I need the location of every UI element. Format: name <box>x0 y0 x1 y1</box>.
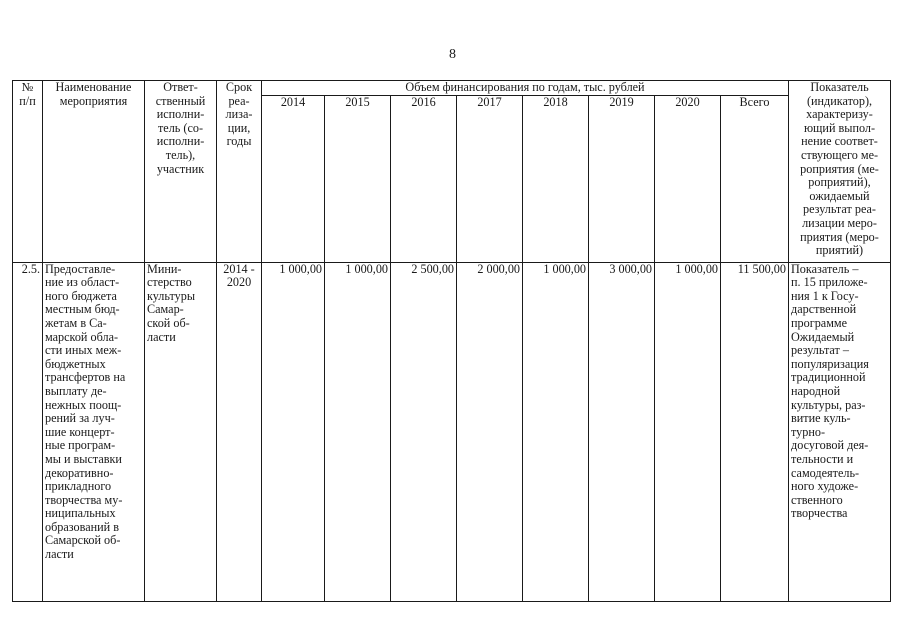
header-year: 2015 <box>325 95 391 262</box>
row-value-2014: 1 000,00 <box>262 262 325 601</box>
funding-table <box>12 80 891 602</box>
row-value-2020: 1 000,00 <box>655 262 721 601</box>
page-number: 8 <box>449 47 456 62</box>
header-term: Срок реа- лиза- ции, годы <box>217 81 262 263</box>
header-num: № п/п <box>13 81 43 263</box>
header-year: 2016 <box>391 95 457 262</box>
row-num: 2.5. <box>13 262 43 601</box>
table-header-row <box>13 81 891 96</box>
row-term: 2014 - 2020 <box>217 262 262 601</box>
header-name: Наименование мероприятия <box>43 81 145 263</box>
header-year: 2020 <box>655 95 721 262</box>
header-executor: Ответ- ственный исполни- тель (со- исполни- тель), участник <box>145 81 217 263</box>
header-total: Всего <box>721 95 789 262</box>
row-value-total: 11 500,00 <box>721 262 789 601</box>
row-value-2019: 3 000,00 <box>589 262 655 601</box>
table-row <box>13 262 891 601</box>
row-value-2015: 1 000,00 <box>325 262 391 601</box>
row-indicator: Показатель – п. 15 приложе- ния 1 к Госу- дарственной программе Ожидаемый результат – популяризация традиционной народной культуры, раз- витие куль- турно- досуговой дея- тельности и самодеятель- ного художе- ственного творчества <box>789 262 891 601</box>
row-value-2017: 2 000,00 <box>457 262 523 601</box>
row-executor: Мини- стерство культуры Самар- ской об- ласти <box>145 262 217 601</box>
row-value-2018: 1 000,00 <box>523 262 589 601</box>
header-year: 2017 <box>457 95 523 262</box>
header-year: 2018 <box>523 95 589 262</box>
row-value-2016: 2 500,00 <box>391 262 457 601</box>
header-funding: Объем финансирования по годам, тыс. рублей <box>262 81 789 96</box>
row-name: Предоставле- ние из област- ного бюджета местным бюд- жетам в Са- марской обла- сти иных меж- бюджетных трансфертов на выплату де- нежных поощ- рений за луч- шие концерт- ные програм- мы и выставки декоративно- прикладного творчества му- ниципальных образований в Самарской об- ласти <box>43 262 145 601</box>
header-year: 2019 <box>589 95 655 262</box>
header-indicator: Показатель (индикатор), характеризу- ющий выпол- нение соответ- ствующего ме- роприятия (ме- роприятий), ожидаемый результат реа- лизации меро- приятия (меро- приятий) <box>789 81 891 263</box>
header-year: 2014 <box>262 95 325 262</box>
